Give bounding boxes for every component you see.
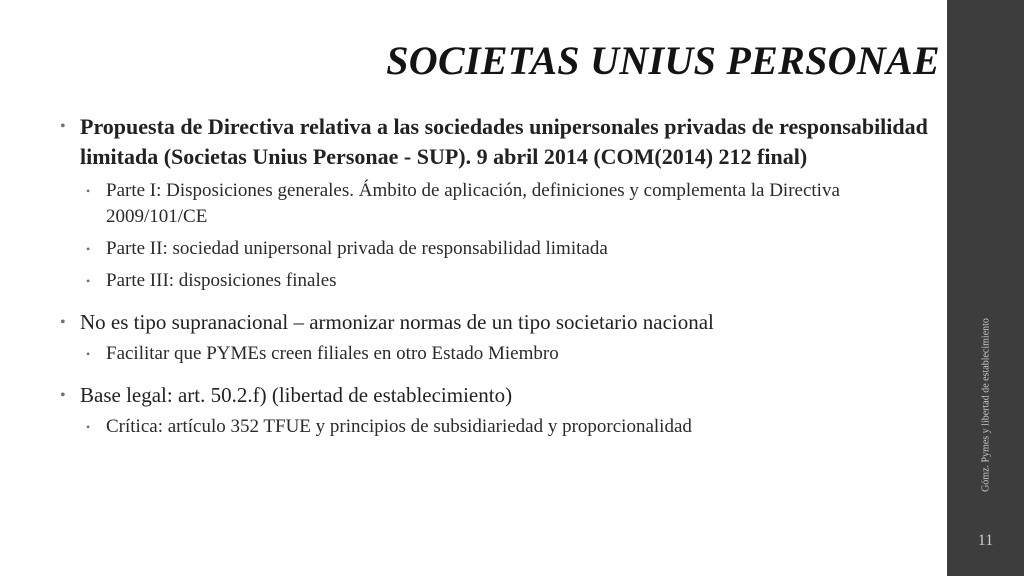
sub-bullet-dot-icon: • bbox=[86, 420, 91, 434]
bullet-not-supranational bbox=[60, 308, 940, 337]
footer-text: Gómz. Pymes y libertad de establecimiento bbox=[980, 318, 991, 492]
sub-bullet-dot-icon: • bbox=[86, 347, 91, 361]
sub-bullet-text: Facilitar que PYMEs creen filiales en otro Estado Miembro bbox=[106, 343, 559, 364]
sub-bullet-dot-icon: • bbox=[86, 274, 91, 288]
bullet-dot-icon: • bbox=[60, 387, 66, 404]
sub-bullet-dot-icon: • bbox=[86, 242, 91, 256]
slide-body bbox=[60, 112, 940, 446]
bullet-dot-icon: • bbox=[60, 314, 66, 331]
sub-bullet-text: Crítica: artículo 352 TFUE y principios de subsidiariedad y proporcionalidad bbox=[106, 416, 692, 437]
bullet-text: Propuesta de Directiva relativa a las sociedades unipersonales privadas de responsabilidad limitada (Societas Unius Personae - SUP). 9 abril 2014 (COM(2014) 212 final) bbox=[80, 114, 928, 169]
sub-bullet-text: Parte II: sociedad unipersonal privada de responsabilidad limitada bbox=[106, 238, 608, 259]
slide-title: SOCIETAS UNIUS PERSONAE bbox=[386, 38, 940, 83]
sub-bullet-part-1 bbox=[80, 178, 940, 230]
sub-bullet-part-2 bbox=[80, 236, 940, 262]
page-number: 11 bbox=[977, 532, 994, 549]
bullet-text: Base legal: art. 50.2.f) (libertad de establecimiento) bbox=[80, 383, 513, 407]
bullet-proposal bbox=[60, 112, 940, 172]
sub-bullet-pymes bbox=[80, 341, 940, 367]
bullet-legal-basis bbox=[60, 381, 940, 410]
bullet-dot-icon: • bbox=[60, 118, 66, 135]
bullet-text: No es tipo supranacional – armonizar normas de un tipo societario nacional bbox=[80, 310, 714, 334]
sub-bullet-dot-icon: • bbox=[86, 184, 91, 198]
sidebar bbox=[947, 0, 1024, 576]
sub-bullet-text: Parte I: Disposiciones generales. Ámbito de aplicación, definiciones y complementa la Directiva 2009/101/CE bbox=[106, 180, 840, 227]
sub-bullet-text: Parte III: disposiciones finales bbox=[106, 270, 337, 291]
sub-bullet-part-3 bbox=[80, 268, 940, 294]
sub-bullet-criticism bbox=[80, 414, 940, 440]
